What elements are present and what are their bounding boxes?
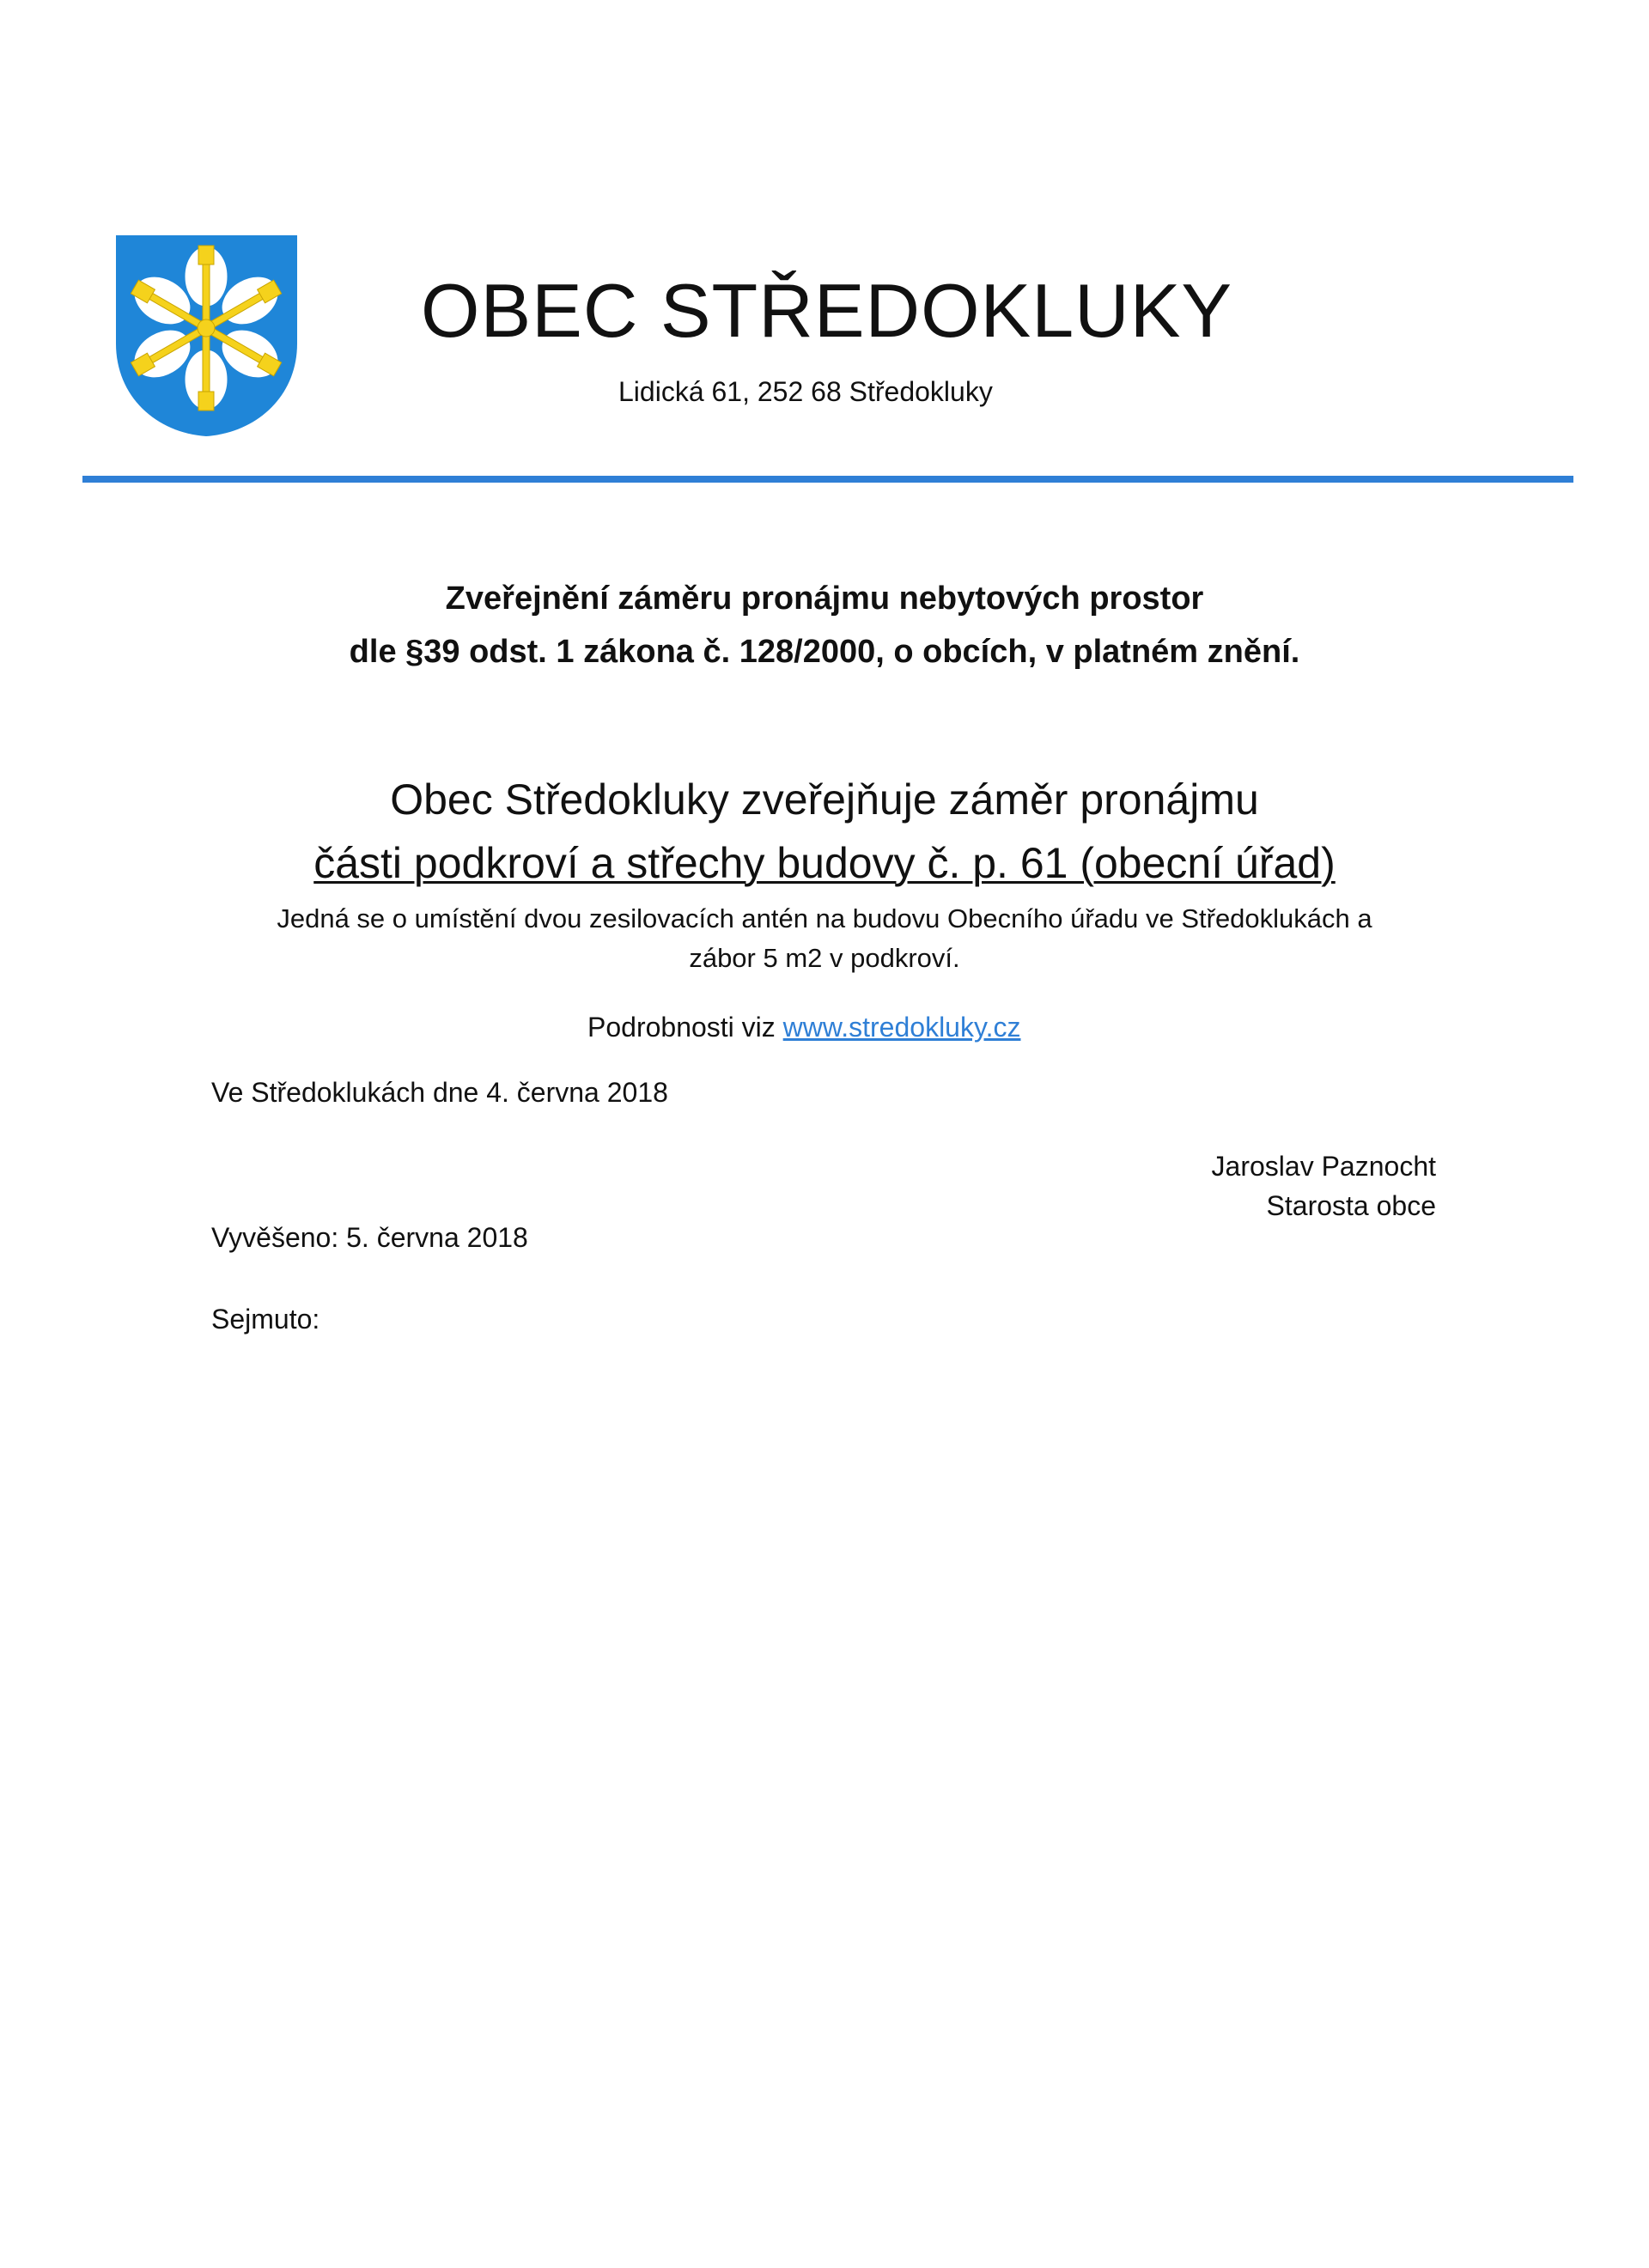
notice-heading-line-1: Zveřejnění záměru pronájmu nebytových prostor (445, 581, 1204, 617)
municipality-name: OBEC STŘEDOKLUKY (421, 268, 1233, 353)
notice-detail-line-1: Jedná se o umístění dvou zesilovacích antén na budovu Obecního úřadu ve Středoklukách a (277, 903, 1372, 933)
signatory-title: Starosta obce (1266, 1190, 1436, 1221)
more-info-line (587, 1013, 1020, 1041)
notice-main-line-1: Obec Středokluky zveřejňuje záměr pronájmu (390, 775, 1259, 824)
header-divider (82, 476, 1573, 483)
notice-main-line-2-text: části podkroví a střechy budovy č. p. 61 (obecní úřad) (313, 839, 1336, 887)
website-link[interactable]: www.stredokluky.cz (782, 1012, 1021, 1043)
place-and-date: Ve Středoklukách dne 4. června 2018 (211, 1077, 668, 1108)
removed-date: Sejmuto: (211, 1304, 320, 1335)
signatory-name: Jaroslav Paznocht (1211, 1151, 1436, 1182)
posted-date: Vyvěšeno: 5. června 2018 (211, 1222, 528, 1253)
signature-block (1212, 1146, 1436, 1225)
notice-main-line-2 (0, 839, 1649, 887)
municipality-address: Lidická 61, 252 68 Středokluky (618, 376, 993, 407)
notice-heading-line-2: dle §39 odst. 1 zákona č. 128/2000, o obcích, v platném znění. (349, 634, 1300, 670)
notice-detail-line-2: zábor 5 m2 v podkroví. (689, 943, 960, 973)
coat-of-arms-emblem (114, 234, 299, 438)
more-info-prefix: Podrobnosti viz (587, 1012, 783, 1043)
